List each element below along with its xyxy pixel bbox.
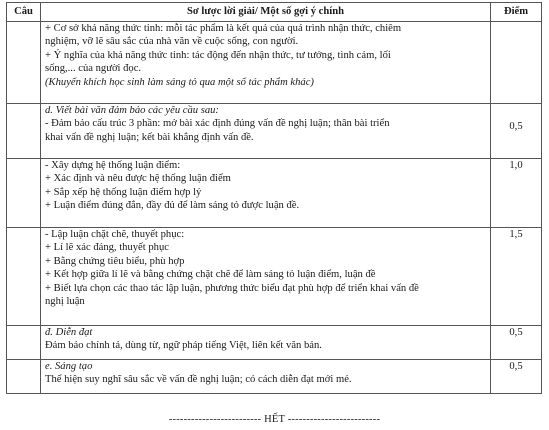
- outline-line: nghị luận: [45, 296, 85, 308]
- outline-line: Đảm bảo chính tả, dùng từ, ngữ pháp tiếng Việt, liên kết văn bản.: [45, 340, 322, 352]
- score-cell: 0,5: [491, 104, 542, 159]
- outline-line: + Kết hợp giữa lí lẽ và bằng chứng chặt chẽ để làm sáng tỏ luận điểm, luận đề: [45, 269, 376, 281]
- outline-line: + Xác định và nêu được hệ thống luận điểm: [45, 173, 231, 185]
- outline-cell: [41, 228, 491, 326]
- end-marker: ------------------------- HẾT -------------------------: [168, 414, 381, 425]
- question-cell: [7, 360, 41, 394]
- table-row: [7, 104, 542, 159]
- question-cell: [7, 228, 41, 326]
- outline-line: + Ý nghĩa của khả năng thức tỉnh: tác động đến nhận thức, tư tưởng, tình cảm, lối: [45, 49, 391, 61]
- outline-note: (Khuyến khích học sinh làm sáng tỏ qua một số tác phẩm khác): [45, 76, 314, 88]
- outline-line: sống,... của người đọc.: [45, 63, 142, 75]
- table-row: [7, 360, 542, 394]
- score-cell: [491, 22, 542, 104]
- outline-cell: [41, 104, 491, 159]
- header-outline: Sơ lược lời giải/ Một số gợi ý chính: [41, 3, 491, 22]
- score-cell: 1,5: [491, 228, 542, 326]
- outline-cell: [41, 360, 491, 394]
- header-score: Điểm: [491, 3, 542, 22]
- outline-line: khai vấn đề nghị luận; kết bài khẳng định vấn đề.: [45, 131, 254, 143]
- question-cell: [7, 104, 41, 159]
- question-cell: [7, 22, 41, 104]
- table-row: [7, 22, 542, 104]
- outline-line: + Lí lẽ xác đáng, thuyết phục: [45, 242, 169, 254]
- section-heading: e. Sáng tạo: [45, 361, 93, 372]
- outline-line: - Xây dựng hệ thống luận điểm:: [45, 160, 181, 171]
- outline-cell: [41, 326, 491, 360]
- score-cell: 0,5: [491, 360, 542, 394]
- outline-line: - Đảm bảo cấu trúc 3 phần: mở bài xác định đúng vấn đề nghị luận; thân bài triển: [45, 118, 390, 130]
- score-cell: 1,0: [491, 159, 542, 228]
- outline-line: nghiệm, vỡ lẽ sâu sắc của nhà văn về cuộc sống, con người.: [45, 36, 299, 48]
- table-row: [7, 159, 542, 228]
- header-question: Câu: [7, 3, 41, 22]
- question-cell: [7, 326, 41, 360]
- table-row: [7, 228, 542, 326]
- outline-line: + Sắp xếp hệ thống luận điểm hợp lý: [45, 186, 202, 198]
- outline-line: + Luận điểm đúng đắn, đầy đủ để làm sáng tỏ được luận đề.: [45, 200, 300, 212]
- table-row: [7, 326, 542, 360]
- section-heading: đ. Diễn đạt: [45, 327, 93, 338]
- table-header-row: [7, 3, 542, 22]
- outline-cell: [41, 159, 491, 228]
- scoring-rubric-table: [6, 2, 542, 394]
- outline-line: + Biết lựa chọn các thao tác lập luận, phương thức biểu đạt phù hợp để triển khai vấn đề: [45, 282, 419, 294]
- section-heading: d. Viết bài văn đảm bảo các yêu cầu sau:: [45, 105, 219, 116]
- outline-line: + Bằng chứng tiêu biểu, phù hợp: [45, 255, 185, 267]
- outline-cell: [41, 22, 491, 104]
- outline-line: - Lập luận chặt chẽ, thuyết phục:: [45, 229, 185, 240]
- score-cell: 0,5: [491, 326, 542, 360]
- outline-line: + Cơ sở khả năng thức tỉnh: mỗi tác phẩm là kết quả của quá trình nhận thức, chiêm: [45, 23, 402, 34]
- question-cell: [7, 159, 41, 228]
- outline-line: Thể hiện suy nghĩ sâu sắc về vấn đề nghị luận; có cách diễn đạt mới mẻ.: [45, 374, 352, 386]
